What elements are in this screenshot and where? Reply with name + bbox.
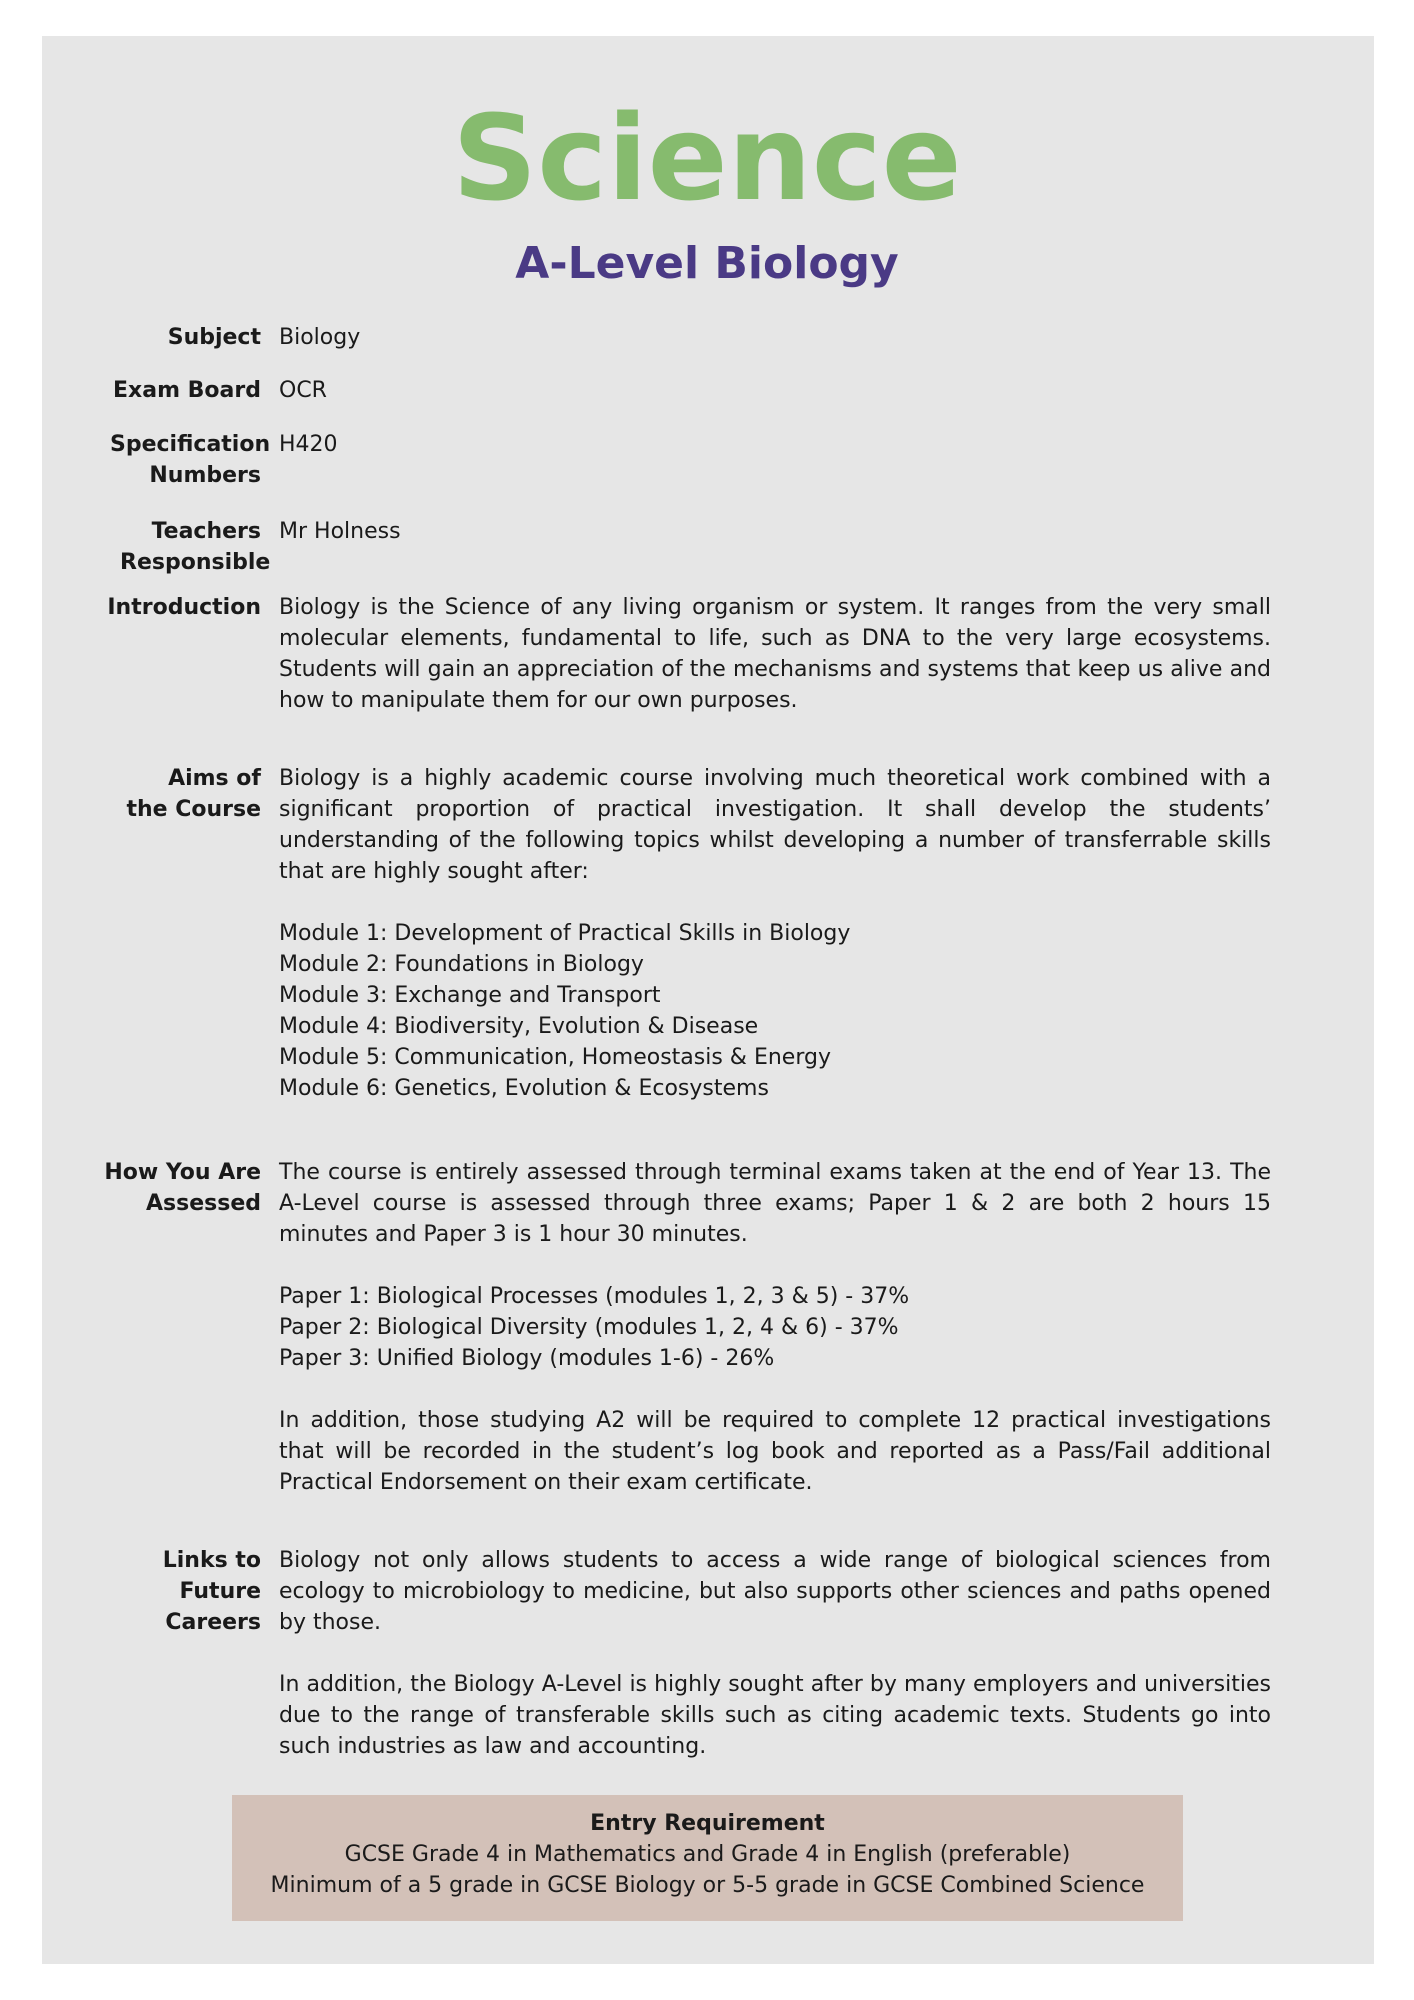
introduction-label: Introduction: [107, 595, 261, 620]
aims-row: [0, 763, 1414, 1157]
page-subtitle: A-Level Biology: [515, 238, 899, 289]
exam-board-label: Exam Board: [113, 378, 261, 403]
aims-text: Biology is a highly academic course involving much theoretical work combined with a significant proportion of practical investigation. It shall develop the students’ understanding of the following topics whilst developing a number of transferrable skills that are highly sought after:: [279, 766, 1271, 884]
paper-item: Paper 2: Biological Diversity (modules 1, 2, 4 & 6) - 37%: [279, 1315, 899, 1340]
aims-label: Aims of the Course: [126, 766, 261, 822]
paper-item: Paper 1: Biological Processes (modules 1, 2, 3 & 5) - 37%: [279, 1284, 910, 1309]
specification-value: H420: [279, 432, 338, 457]
entry-requirement-line: Minimum of a 5 grade in GCSE Biology or 5-5 grade in GCSE Combined Science: [270, 1873, 1145, 1898]
entry-requirement-heading: Entry Requirement: [590, 1811, 825, 1836]
assessment-row: [0, 1157, 1414, 1545]
module-item: Module 1: Development of Practical Skills in Biology: [279, 921, 851, 946]
subject-label: Subject: [167, 325, 261, 350]
exam-board-value: OCR: [279, 378, 327, 403]
assessment-content: [279, 1157, 1271, 1545]
aims-content: [279, 763, 1271, 1157]
specification-label: Specification Numbers: [110, 432, 271, 488]
teachers-row: [0, 516, 1414, 592]
subject-value: Biology: [279, 325, 361, 350]
module-item: Module 6: Genetics, Evolution & Ecosystems: [279, 1076, 769, 1101]
entry-requirement-box: [232, 1795, 1183, 1921]
exam-board-row: [0, 375, 1414, 429]
careers-label: Links to Future Careers: [162, 1548, 261, 1635]
teachers-label: Teachers Responsible: [120, 519, 271, 575]
careers-text: Biology not only allows students to access a wide range of biological sciences from ecology to microbiology to medicine, but also supports other sciences and paths opened by those.: [279, 1548, 1271, 1635]
module-item: Module 3: Exchange and Transport: [279, 983, 661, 1008]
introduction-text: Biology is the Science of any living organism or system. It ranges from the very small molecular elements, fundamental to life, such as DNA to the very large ecosystems. Students will gain an appreciation of the mechanisms and systems that keep us alive and how to manipulate them for our own purposes.: [279, 595, 1271, 713]
careers-row: [0, 1545, 1414, 1775]
assessment-text: The course is entirely assessed through terminal exams taken at the end of Year 13. The A-Level course is assessed through three exams; Paper 1 & 2 are both 2 hours 15 minutes and Paper 3 is 1 hour 30 minutes.: [279, 1160, 1271, 1247]
module-item: Module 4: Biodiversity, Evolution & Disease: [279, 1014, 759, 1039]
specification-row: [0, 429, 1414, 516]
assessment-extra-text: In addition, those studying A2 will be required to complete 12 practical investigations that will be recorded in the student’s log book and reported as a Pass/Fail additional Practical Endorsement on their exam certificate.: [279, 1408, 1271, 1495]
module-item: Module 2: Foundations in Biology: [279, 952, 644, 977]
paper-item: Paper 3: Unified Biology (modules 1-6) - 26%: [279, 1346, 775, 1371]
module-item: Module 5: Communication, Homeostasis & Energy: [279, 1045, 831, 1070]
entry-requirement-line: GCSE Grade 4 in Mathematics and Grade 4 in English (preferable): [344, 1842, 1071, 1867]
careers-content: [279, 1545, 1271, 1775]
assessment-label: How You Are Assessed: [104, 1160, 261, 1216]
course-details: [0, 322, 1414, 1775]
page-title: Science: [452, 89, 962, 227]
teachers-value: Mr Holness: [279, 519, 401, 544]
subject-row: [0, 322, 1414, 375]
introduction-row: [0, 592, 1414, 763]
careers-extra-text: In addition, the Biology A-Level is highly sought after by many employers and universities due to the range of transferable skills such as citing academic texts. Students go into such industries as law and accounting.: [279, 1672, 1271, 1759]
